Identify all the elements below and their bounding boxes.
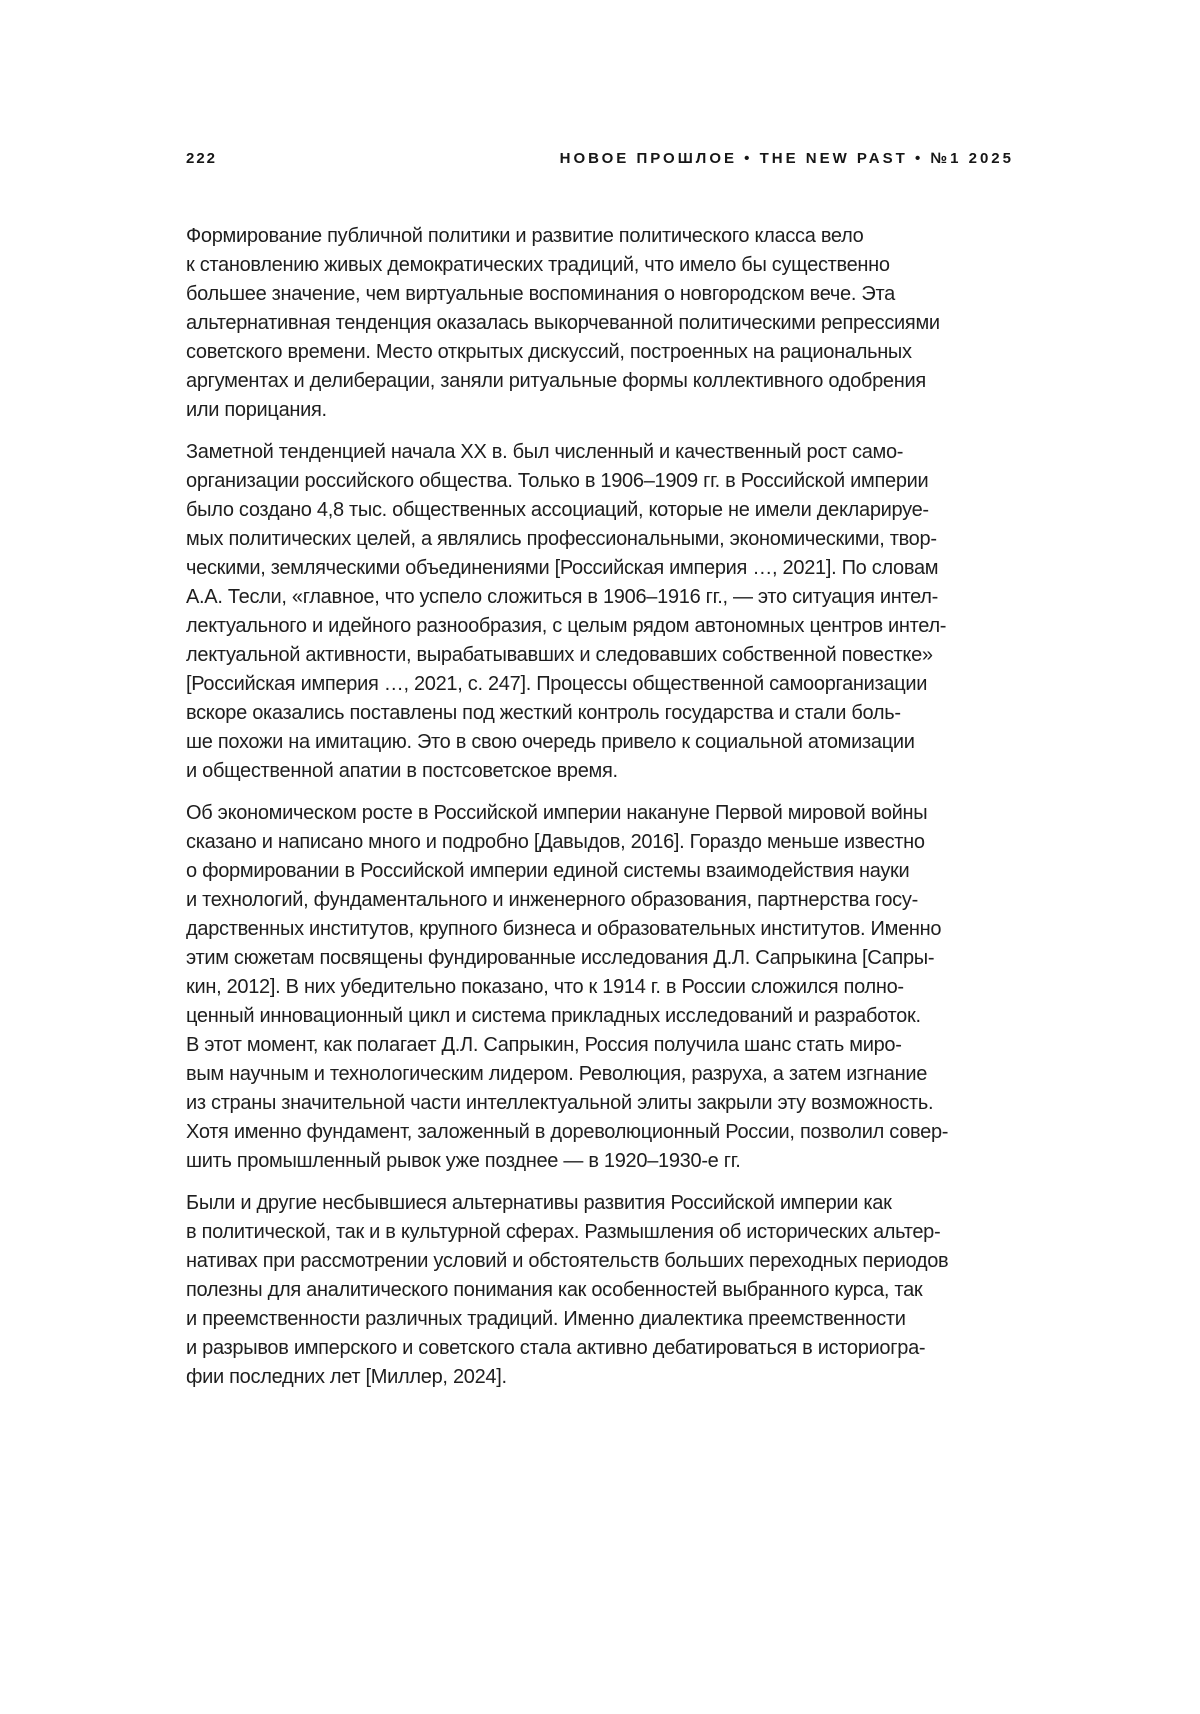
article-body <box>186 222 1046 1405</box>
page-number: 222 <box>186 150 218 167</box>
paragraph-2: Заметной тенденцией начала XX в. был численный и качественный рост само- организации российского общества. Только в 1906–1909 гг. в Российской империи было создано 4,8 тыс. общественных ассоциаций, которые не имели декларируе- мых политических целей, а являлись профессиональными, экономическими, твор- ческими, земляческими объединениями [Российская империя …, 2021]. По словам А.А. Тесли, «главное, что успело сложиться в 1906–1916 гг., — это ситуация интел- лектуального и идейного разнообразия, с целым рядом автономных центров интел- лектуальной активности, вырабатывавших и следовавших собственной повестке» [Российская империя …, 2021, с. 247]. Процессы общественной самоорганизации вскоре оказались поставлены под жесткий контроль государства и стали боль- ше похожи на имитацию. Это в свою очередь привело к социальной атомизации и общественной апатии в постсоветское время. <box>186 441 947 782</box>
paragraph-4: Были и другие несбывшиеся альтернативы развития Российской империи как в политической, так и в культурной сферах. Размышления об исторических альтер- нативах при рассмотрении условий и обстоятельств больших переходных периодов полезны для аналитического понимания как особенностей выбранного курса, так и преемственности различных традиций. Именно диалектика преемственности и разрывов имперского и советского стала активно дебатироваться в историогра- фии последних лет [Миллер, 2024]. <box>186 1192 949 1388</box>
journal-title: НОВОЕ ПРОШЛОЕ • THE NEW PAST • №1 2025 <box>559 150 1014 167</box>
paragraph-1: Формирование публичной политики и развитие политического класса вело к становлению живых демократических традиций, что имело бы существенно большее значение, чем виртуальные воспоминания о новгородском вече. Эта альтернативная тенденция оказалась выкорчеванной политическими репрессиями советского времени. Место открытых дискуссий, построенных на рациональных аргументах и делиберации, заняли ритуальные формы коллективного одобрения или порицания. <box>186 225 940 421</box>
paragraph-3: Об экономическом росте в Российской империи накануне Первой мировой войны сказано и написано много и подробно [Давыдов, 2016]. Гораздо меньше известно о формировании в Российской империи единой системы взаимодействия науки и технологий, фундаментального и инженерного образования, партнерства госу- дарственных институтов, крупного бизнеса и образовательных институтов. Именно этим сюжетам посвящены фундированные исследования Д.Л. Сапрыкина [Сапры- кин, 2012]. В них убедительно показано, что к 1914 г. в России сложился полно- ценный инновационный цикл и система прикладных исследований и разработок. В этот момент, как полагает Д.Л. Сапрыкин, Россия получила шанс стать миро- вым научным и технологическим лидером. Революция, разруха, а затем изгнание из страны значительной части интеллектуальной элиты закрыли эту возможность. Хотя именно фундамент, заложенный в дореволюционный России, позволил совер- шить промышленный рывок уже позднее — в 1920–1930-е гг. <box>186 802 949 1172</box>
running-head <box>186 150 1014 167</box>
